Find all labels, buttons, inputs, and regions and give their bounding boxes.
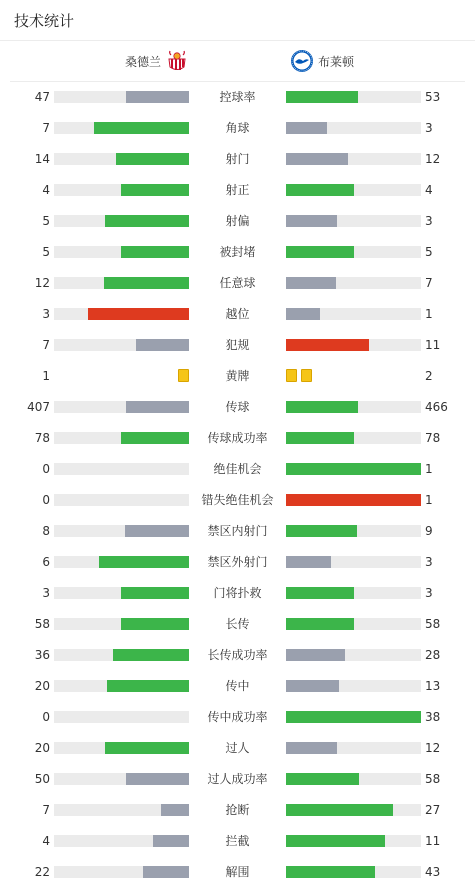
away-stat-bar [286, 122, 421, 134]
away-stat-value: 43 [425, 865, 441, 879]
away-stat-value: 12 [425, 741, 441, 755]
away-stat-bar-fill [286, 525, 357, 537]
home-stat-bar-fill [105, 215, 189, 227]
stat-label: 过人成功率 [207, 772, 268, 786]
stat-label: 拦截 [225, 834, 250, 848]
away-yellow-cards [286, 369, 312, 382]
stat-label: 过人 [225, 741, 250, 755]
home-team[interactable] [125, 49, 189, 73]
home-stat-bar [54, 525, 189, 537]
away-stat-value: 12 [425, 152, 441, 166]
home-stat-value: 22 [34, 865, 50, 879]
away-stat-value: 53 [425, 90, 441, 104]
away-stat-bar-fill [286, 339, 369, 351]
stat-row [0, 422, 475, 453]
away-stat-bar-fill [286, 556, 331, 568]
home-stat-bar [54, 463, 189, 475]
home-stat-value: 7 [42, 803, 50, 817]
home-stat-bar [54, 804, 189, 816]
home-stat-bar [54, 91, 189, 103]
home-stat-value: 58 [34, 617, 50, 631]
stat-row [0, 329, 475, 360]
home-stat-bar-fill [121, 587, 189, 599]
home-stat-bar-fill [143, 866, 189, 878]
yellow-card-icon [286, 369, 297, 382]
home-stat-value: 407 [27, 400, 50, 414]
stat-row [0, 825, 475, 856]
away-stat-bar-fill [286, 866, 375, 878]
away-stat-value: 78 [425, 431, 441, 445]
stat-label: 角球 [225, 121, 250, 135]
stat-row [0, 608, 475, 639]
away-stat-bar-fill [286, 122, 327, 134]
home-stat-bar-fill [136, 339, 189, 351]
away-stat-bar-fill [286, 835, 385, 847]
away-stat-bar [286, 680, 421, 692]
home-stat-bar [54, 122, 189, 134]
stat-row [0, 732, 475, 763]
page-header [0, 0, 475, 41]
home-stat-value: 20 [34, 679, 50, 693]
stat-label: 解围 [225, 865, 250, 879]
home-stat-value: 20 [34, 741, 50, 755]
away-stat-value: 1 [425, 493, 433, 507]
stat-label: 错失绝佳机会 [201, 493, 274, 507]
stat-row [0, 174, 475, 205]
away-stat-value: 38 [425, 710, 441, 724]
away-stat-value: 3 [425, 586, 433, 600]
stat-row [0, 701, 475, 732]
away-stat-value: 7 [425, 276, 433, 290]
yellow-card-icon [178, 369, 189, 382]
away-stat-bar [286, 91, 421, 103]
away-team[interactable] [290, 49, 354, 73]
home-stat-bar-fill [126, 91, 189, 103]
stat-label: 传球 [225, 400, 250, 414]
stat-row [0, 515, 475, 546]
home-stat-bar-fill [99, 556, 189, 568]
home-stat-bar-fill [113, 649, 189, 661]
away-stat-bar-fill [286, 432, 354, 444]
home-stat-bar [54, 711, 189, 723]
home-stat-value: 5 [42, 214, 50, 228]
away-stat-bar [286, 773, 421, 785]
away-stat-bar-fill [286, 804, 393, 816]
away-stat-value: 1 [425, 307, 433, 321]
away-stat-bar [286, 804, 421, 816]
home-stat-value: 8 [42, 524, 50, 538]
away-stat-bar-fill [286, 742, 337, 754]
home-stat-bar-fill [125, 525, 189, 537]
stat-row [0, 670, 475, 701]
home-stat-value: 4 [42, 834, 50, 848]
away-stat-value: 11 [425, 834, 441, 848]
away-stat-value: 58 [425, 617, 441, 631]
teams-header [10, 41, 465, 82]
away-stat-bar [286, 649, 421, 661]
home-stat-bar [54, 339, 189, 351]
home-stat-value: 3 [42, 307, 50, 321]
away-stat-value: 3 [425, 121, 433, 135]
stat-label: 控球率 [219, 90, 256, 104]
away-stat-bar [286, 618, 421, 630]
away-stat-bar-fill [286, 246, 354, 258]
home-stat-bar [54, 401, 189, 413]
home-stat-value: 36 [34, 648, 50, 662]
home-stat-bar-fill [104, 277, 189, 289]
away-stat-bar-fill [286, 308, 320, 320]
away-stat-value: 1 [425, 462, 433, 476]
away-stat-value: 3 [425, 214, 433, 228]
home-stat-bar [54, 773, 189, 785]
away-stat-value: 5 [425, 245, 433, 259]
away-stat-bar-fill [286, 711, 421, 723]
away-stat-bar-fill [286, 401, 358, 413]
stat-label: 长传 [225, 617, 250, 631]
home-stat-value: 50 [34, 772, 50, 786]
home-stat-bar [54, 835, 189, 847]
away-stat-value: 58 [425, 772, 441, 786]
stat-label: 被封堵 [219, 245, 256, 259]
home-stat-value: 6 [42, 555, 50, 569]
home-stat-bar [54, 153, 189, 165]
away-stat-bar [286, 463, 421, 475]
away-stat-value: 466 [425, 400, 448, 414]
stat-row [0, 236, 475, 267]
stat-row [0, 856, 475, 887]
page-title: 技术统计 [14, 12, 75, 30]
away-stat-bar [286, 742, 421, 754]
home-stat-value: 0 [42, 462, 50, 476]
home-stat-bar-fill [88, 308, 189, 320]
away-stat-value: 3 [425, 555, 433, 569]
away-stat-bar-fill [286, 680, 339, 692]
stat-row [0, 360, 475, 391]
home-stat-bar [54, 680, 189, 692]
home-stat-bar [54, 246, 189, 258]
away-stat-value: 11 [425, 338, 441, 352]
home-stat-value: 4 [42, 183, 50, 197]
stat-label: 长传成功率 [207, 648, 268, 662]
away-stat-bar [286, 184, 421, 196]
home-stat-bar-fill [153, 835, 189, 847]
stat-row [0, 143, 475, 174]
away-stat-bar-fill [286, 618, 354, 630]
away-stat-bar [286, 711, 421, 723]
stat-label: 传中成功率 [207, 710, 268, 724]
stat-label: 任意球 [219, 276, 256, 290]
home-stat-bar-fill [121, 618, 189, 630]
away-stat-bar [286, 153, 421, 165]
home-stat-bar [54, 184, 189, 196]
away-stat-bar-fill [286, 494, 421, 506]
stat-row [0, 577, 475, 608]
away-stat-bar [286, 215, 421, 227]
stat-label: 射门 [225, 152, 250, 166]
home-stat-bar [54, 866, 189, 878]
stat-row [0, 391, 475, 422]
away-stat-bar [286, 339, 421, 351]
home-stat-bar-fill [94, 122, 189, 134]
stat-label: 抢断 [225, 803, 250, 817]
away-stat-bar [286, 556, 421, 568]
away-stat-value: 4 [425, 183, 433, 197]
home-stat-bar [54, 742, 189, 754]
stat-label: 门将扑救 [213, 586, 262, 600]
home-team-name: 桑德兰 [125, 54, 162, 69]
home-stat-bar [54, 215, 189, 227]
away-stat-bar [286, 866, 421, 878]
stat-label: 禁区内射门 [207, 524, 268, 538]
home-stat-bar [54, 649, 189, 661]
away-stat-bar [286, 494, 421, 506]
stat-label: 禁区外射门 [207, 555, 268, 569]
home-stat-value: 0 [42, 493, 50, 507]
stat-row [0, 81, 475, 112]
home-stat-bar-fill [126, 773, 189, 785]
away-stat-bar [286, 401, 421, 413]
stat-label: 绝佳机会 [213, 462, 262, 476]
yellow-card-icon [301, 369, 312, 382]
stat-label: 犯规 [225, 338, 250, 352]
stat-label: 射偏 [225, 214, 250, 228]
home-stat-value: 7 [42, 121, 50, 135]
home-stat-value: 7 [42, 338, 50, 352]
home-stat-value: 12 [34, 276, 50, 290]
stat-row [0, 112, 475, 143]
home-stat-bar [54, 432, 189, 444]
stat-label: 传中 [225, 679, 250, 693]
away-stat-bar [286, 277, 421, 289]
away-stat-bar [286, 587, 421, 599]
stat-row [0, 639, 475, 670]
away-stat-bar-fill [286, 184, 354, 196]
home-stat-bar-fill [126, 401, 189, 413]
home-stat-bar-fill [105, 742, 189, 754]
away-stat-bar-fill [286, 463, 421, 475]
home-stat-value: 0 [42, 710, 50, 724]
home-stat-value: 5 [42, 245, 50, 259]
stat-row [0, 205, 475, 236]
home-stat-bar [54, 587, 189, 599]
away-stat-bar-fill [286, 153, 348, 165]
home-stat-value: 1 [42, 369, 50, 383]
away-stat-bar-fill [286, 215, 337, 227]
away-team-name: 布莱顿 [318, 54, 355, 69]
away-stat-bar [286, 432, 421, 444]
home-stat-bar [54, 618, 189, 630]
away-stat-bar-fill [286, 649, 345, 661]
home-team-crest-icon [165, 49, 189, 73]
home-stat-bar [54, 277, 189, 289]
away-stat-bar [286, 246, 421, 258]
away-stat-value: 13 [425, 679, 441, 693]
away-stat-value: 27 [425, 803, 441, 817]
away-stat-bar [286, 308, 421, 320]
stat-label: 黄牌 [225, 369, 250, 383]
away-stat-bar-fill [286, 773, 359, 785]
home-stat-bar [54, 556, 189, 568]
home-stat-value: 3 [42, 586, 50, 600]
home-stat-bar-fill [121, 432, 189, 444]
away-stat-bar-fill [286, 587, 354, 599]
stat-row [0, 453, 475, 484]
home-stat-bar-fill [116, 153, 189, 165]
stat-label: 射正 [225, 183, 250, 197]
home-stat-bar-fill [121, 246, 189, 258]
home-stat-value: 47 [34, 90, 50, 104]
stat-row [0, 794, 475, 825]
stat-row [0, 484, 475, 515]
stat-row [0, 546, 475, 577]
stat-row [0, 267, 475, 298]
away-stat-value: 2 [425, 369, 433, 383]
away-stat-bar-fill [286, 91, 358, 103]
home-stat-bar-fill [121, 184, 189, 196]
away-team-crest-icon [290, 49, 314, 73]
home-stat-bar [54, 494, 189, 506]
stat-label: 越位 [225, 307, 250, 321]
stat-label: 传球成功率 [207, 431, 268, 445]
home-stat-bar-fill [161, 804, 189, 816]
away-stat-value: 9 [425, 524, 433, 538]
away-stat-bar [286, 835, 421, 847]
home-yellow-cards [178, 369, 189, 382]
away-stat-value: 28 [425, 648, 441, 662]
stat-row [0, 763, 475, 794]
away-stat-bar-fill [286, 277, 336, 289]
home-stat-bar [54, 308, 189, 320]
home-stat-value: 14 [34, 152, 50, 166]
home-stat-value: 78 [34, 431, 50, 445]
stat-row [0, 298, 475, 329]
away-stat-bar [286, 525, 421, 537]
home-stat-bar-fill [107, 680, 189, 692]
